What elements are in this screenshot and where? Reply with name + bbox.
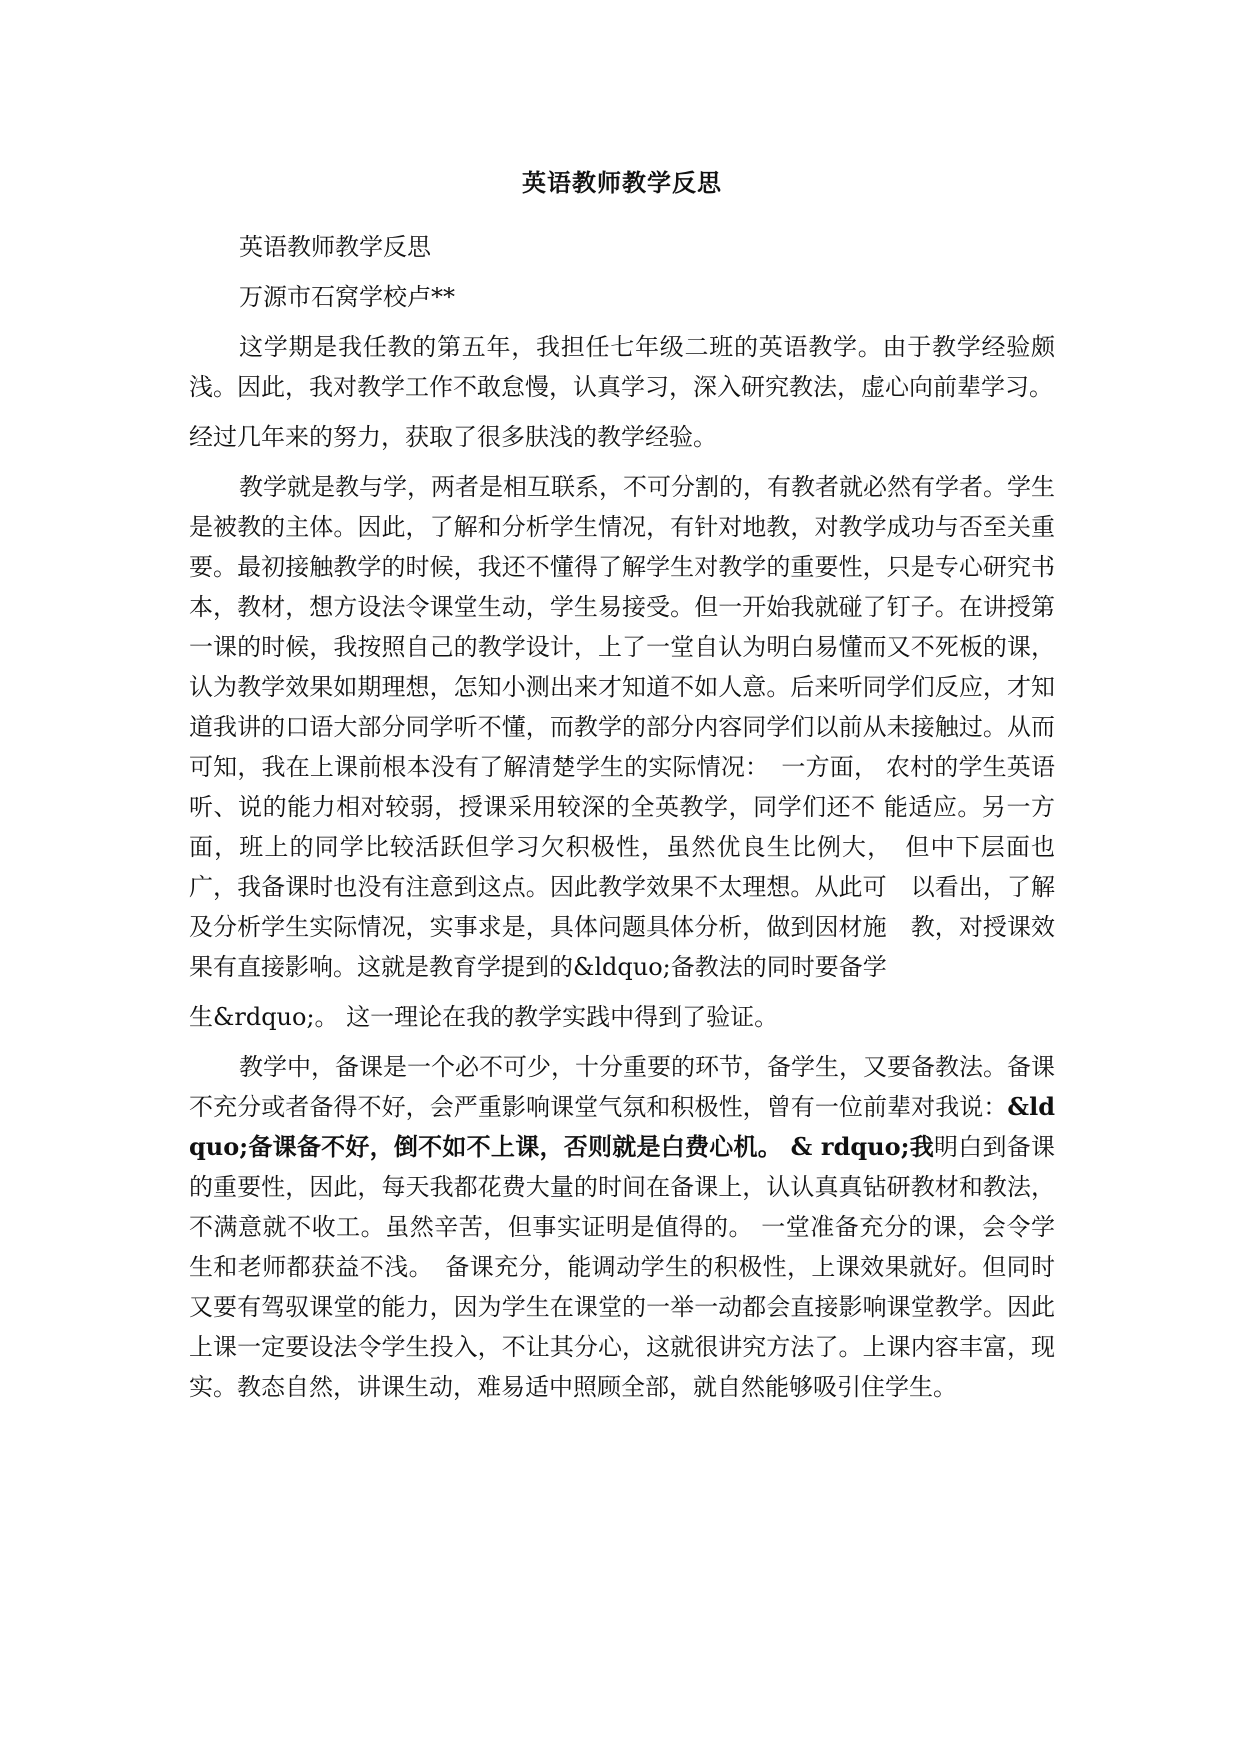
paragraph-2: 教学就是教与学，两者是相互联系，不可分割的，有教者就必然有学者。学生是被教的主体。因此，了解和分析学生情况，有针对地教，对教学成功与否至关重要。最初接触教学的时候，我还不懂得了解学生对教学的重要性，只是专心研究书本，教材，想方设法令课堂生动，学生易接受。但一开始我就碰了钉子。在讲授第一课的时候，我按照自己的教学设计，上了一堂自认为明白易懂而又不死板的课，认为教学效果如期理想，怎知小测出来才知道不如人意。后来听同学们反应，才知道我讲的口语大部分同学听不懂，而教学的部分内容同学们以前从未接触过。从而可知，我在上课前根本没有了解清楚学生的实际情况： 一方面， 农村的学生英语听、说的能力相对较弱，授课采用较深的全英教学，同学们还不 能适应。另一方面，班上的同学比较活跃但学习欠积极性，虽然优良生比例大， 但中下层面也广，我备课时也没有注意到这点。因此教学效果不太理想。从此可 以看出，了解及分析学生实际情况，实事求是，具体问题具体分析，做到因材施 教，对授课效果有直接影响。这就是教育学提到的&ldquo;备教法的同时要备学 bbox=[189, 473, 1055, 981]
paragraph-3-text-a: 教学中，备课是一个必不可少，十分重要的环节，备学生，又要备教法。备课不充分或者备得不好，会严重影响课堂气氛和积极性，曾有一位前辈对我说： bbox=[189, 1053, 1055, 1121]
paragraph-1: 这学期是我任教的第五年，我担任七年级二班的英语教学。由于教学经验颇 浅。因此，我对教学工作不敢怠慢，认真学习，深入研究教法，虚心向前辈学习。 bbox=[189, 333, 1055, 401]
document-title: 英语教师教学反思 bbox=[522, 168, 722, 197]
document-subtitle: 英语教师教学反思 bbox=[239, 233, 431, 261]
paragraph-3-text-b: 明白到备课的重要性，因此，每天我都花费大量的时间在备课上，认认真真钻研教材和教法，不满意就不收工。虽然辛苦，但事实证明是值得的。 一堂准备充分的课，会令学生和老师都获益不浅。 备课充分，能调动学生的积极性，上课效果就好。但同时又要有驾驭课堂的能力，因为学生在课堂的一举一动都会直接影响课堂教学。因此上课一定要设法令学生投入，不让其分心，这就很讲究方法了。上课内容丰富，现实。教态自然，讲课生动，难易适中照顾全部，就自然能够吸引住学生。 bbox=[189, 1133, 1056, 1401]
paragraph-2-continued: 生&rdquo;。 这一理论在我的教学实践中得到了验证。 bbox=[189, 1003, 779, 1031]
author-line: 万源市石窝学校卢** bbox=[239, 283, 455, 311]
paragraph-3 bbox=[189, 1047, 1055, 1407]
paragraph-3-quote: &ldquo;备课备不好，倒不如不上课，否则就是白费心机。 & rdquo;我 bbox=[189, 1092, 1055, 1161]
paragraph-1-continued: 经过几年来的努力，获取了很多肤浅的教学经验。 bbox=[189, 423, 717, 451]
document-body bbox=[189, 163, 1055, 1407]
